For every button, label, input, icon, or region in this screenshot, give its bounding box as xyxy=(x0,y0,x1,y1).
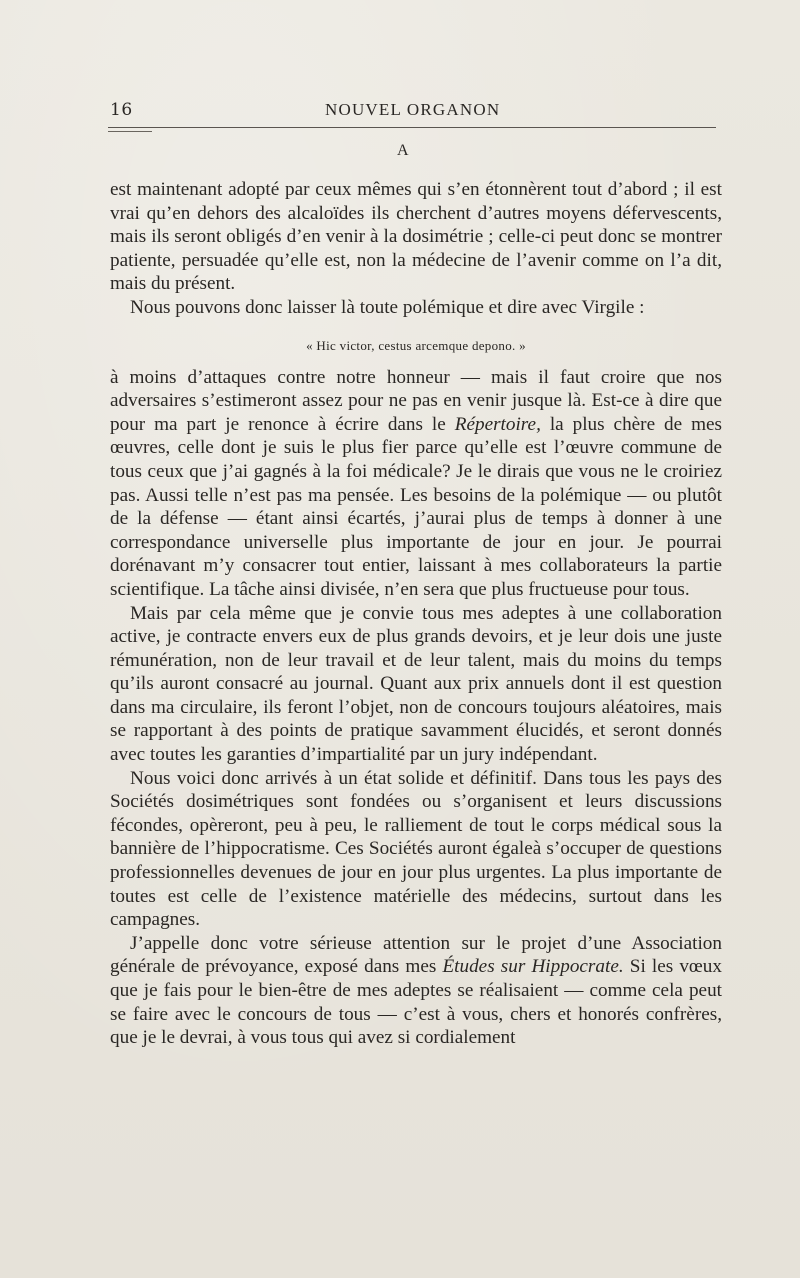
running-title: NOUVEL ORGANON xyxy=(325,100,501,119)
body-text xyxy=(110,178,722,1050)
paragraph-6-part-a: J’appelle donc votre sérieuse attention sur le projet d’une Association générale de prévoyance, exposé dans mes xyxy=(110,932,722,978)
paragraph-5: Nous voici donc arrivés à un état solide et définitif. Dans tous les pays des Sociétés dosimétriques sont fondées ou s’organisent et leurs discussions fécondes, opèreront, peu à peu, le ralliement de tout le corps médical sous la bannière de l’hippocratisme. Ces Sociétés auront égaleà s’occuper de questions professionnelles devenues de jour en jour plus urgentes. La plus importante de toutes est celle de l’existence matérielle des médecins, surtout dans les campagnes. xyxy=(110,767,722,931)
paragraph-3-part-a: à moins d’attaques contre notre honneur — mais il faut croire que nos adversaires s’estimeront assez pour ne pas en venir jusque là. Est-ce à dire que pour ma part je renonce à écrire dans le xyxy=(110,366,722,435)
paragraph-4: Mais par cela même que je convie tous mes adeptes à une collaboration active, je contracte envers eux de plus grands devoirs, et je leur dois une juste rémunération, non de leur travail et de leur talent, mais du moins du temps qu’ils auront consacré au journal. Quant aux prix annuels dont il est question dans ma circulaire, ils feront l’objet, non de concours toujours aléatoires, mais se rapportant à des points de pratique savamment élucidés, et seront donnés avec toutes les garanties d’impartialité par un jury indépendant. xyxy=(110,602,722,766)
page-header xyxy=(110,100,715,124)
header-rule-short xyxy=(108,131,152,132)
paragraph-6 xyxy=(110,932,722,1050)
paragraph-3 xyxy=(110,366,722,602)
header-rule xyxy=(108,127,716,128)
paragraph-2: Nous pouvons donc laisser là toute polémique et dire avec Virgile : xyxy=(130,296,645,318)
repertoire-title: Répertoire, xyxy=(454,413,541,435)
latin-quotation: « Hic victor, cestus arcemque depono. » xyxy=(306,337,526,353)
paragraph-6-part-b: Si les vœux que je fais pour le bien-être de mes adeptes se réalisaient — comme cela peut se faire avec le concours de tous — c’est à vous, chers et honorés confrères, que je le devrai, à vous tous qui avez si cordialement xyxy=(110,956,722,1049)
paragraph-1: est maintenant adopté par ceux mêmes qui s’en étonnèrent tout d’abord ; il est vrai qu’en dehors des alcaloïdes ils cherchent d’autres moyens défervescents, mais ils seront obligés d’en venir à la dosimétrie ; celle-ci peut donc se montrer patiente, persuadée qu’elle est, non la médecine de l’avenir comme on l’a dit, mais du présent. xyxy=(110,179,722,295)
page-number: 16 xyxy=(110,100,133,120)
paragraph-3-part-b: la plus chère de mes œuvres, celle dont je suis le plus fier parce qu’elle est l’œuvre commune de tous ceux que j’ai gagnés à la foi médicale? Je le dirais que vous ne le croiriez pas. Aussi telle n’est pas ma pensée. Les besoins de la polémique — ou plutôt de la défense — étant ainsi écartés, j’aurai plus de temps à donner à une correspondance universelle plus importante de jour en jour. Je pourrai dorénavant m’y consacrer tout entier, laissant à mes collaborateurs la partie scientifique. La tâche ainsi divisée, n’en sera que plus fructueuse pour tous. xyxy=(110,413,722,600)
signature-mark: A xyxy=(397,142,409,159)
etudes-title: Études sur Hippocrate. xyxy=(442,956,624,978)
